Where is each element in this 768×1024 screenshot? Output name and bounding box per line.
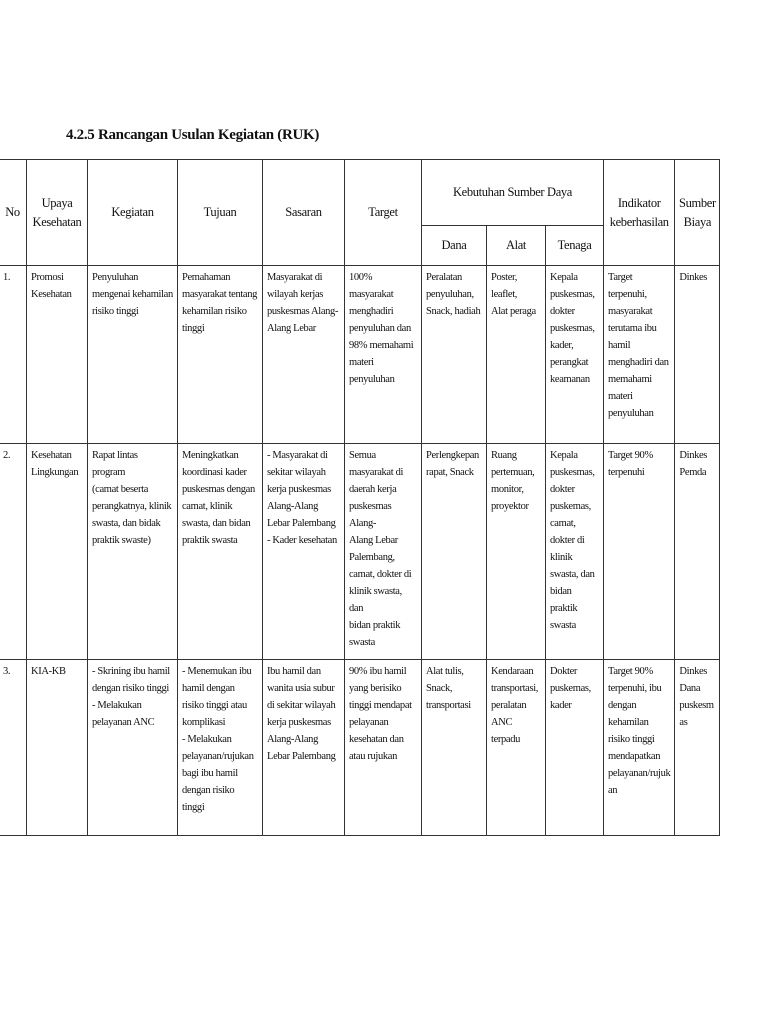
- cell-sumber: Dinkes Pemda: [675, 444, 720, 660]
- header-row: [0, 160, 720, 226]
- cell-kegiatan: - Skrining ibu hamil dengan risiko tinggi - Melakukan pelayanan ANC: [88, 660, 178, 836]
- table-row: [0, 660, 720, 836]
- cell-kegiatan: Penyuluhan mengenai kehamilan risiko tinggi: [88, 266, 178, 444]
- header-kebutuhan: Kebutuhan Sumber Daya: [422, 160, 604, 226]
- cell-tenaga: Dokter puskemas, kader: [546, 660, 604, 836]
- table-row: [0, 266, 720, 444]
- cell-no: 2.: [0, 444, 27, 660]
- page-title: 4.2.5 Rancangan Usulan Kegiatan (RUK): [66, 127, 320, 143]
- cell-no: 1.: [0, 266, 27, 444]
- cell-dana: Perlengkepan rapat, Snack: [422, 444, 487, 660]
- cell-target: Semua masyarakat di daerah kerja puskesmas Alang- Alang Lebar Palembang, camat, dokter di klinik swasta, dan bidan praktik swasta: [345, 444, 422, 660]
- cell-sasaran: Ibu hamil dan wanita usia subur di sekitar wilayah kerja puskesmas Alang-Alang Lebar Palembang: [263, 660, 345, 836]
- header-tenaga: Tenaga: [546, 226, 604, 266]
- header-no: No: [0, 160, 27, 266]
- header-alat: Alat: [487, 226, 546, 266]
- cell-alat: Ruang pertemuan, monitor, proyektor: [487, 444, 546, 660]
- cell-tujuan: Pemahaman masyarakat tentang kehamilan risiko tinggi: [178, 266, 263, 444]
- header-dana: Dana: [422, 226, 487, 266]
- cell-upaya: Kesehatan Lingkungan: [27, 444, 88, 660]
- cell-kegiatan: Rapat lintas program (camat beserta perangkatnya, klinik swasta, dan bidak praktik swaste): [88, 444, 178, 660]
- cell-sasaran: Masyarakat di wilayah kerjas puskesmas Alang- Alang Lebar: [263, 266, 345, 444]
- cell-dana: Alat tulis, Snack, transportasi: [422, 660, 487, 836]
- cell-dana: Peralatan penyuluhan, Snack, hadiah: [422, 266, 487, 444]
- cell-tujuan: Meningkatkan koordinasi kader puskesmas dengan camat, klinik swasta, dan bidan praktik swasta: [178, 444, 263, 660]
- cell-target: 90% ibu hamil yang berisiko tinggi mendapat pelayanan kesehatan dan atau rujukan: [345, 660, 422, 836]
- header-tujuan: Tujuan: [178, 160, 263, 266]
- header-target: Target: [345, 160, 422, 266]
- cell-alat: Kendaraan transportasi, peralatan ANC terpadu: [487, 660, 546, 836]
- cell-tenaga: Kepala puskesmas, dokter puskemas, camat, dokter di klinik swasta, dan bidan praktik swasta: [546, 444, 604, 660]
- cell-sumber: Dinkes Dana puskesm as: [675, 660, 720, 836]
- cell-sasaran: - Masyarakat di sekitar wilayah kerja puskesmas Alang-Alang Lebar Palembang - Kader kesehatan: [263, 444, 345, 660]
- header-indikator: Indikator keberhasilan: [604, 160, 675, 266]
- cell-target: 100% masyarakat menghadiri penyuluhan dan 98% memahami materi penyuluhan: [345, 266, 422, 444]
- cell-indikator: Target terpenuhi, masyarakat terutama ibu hamil menghadiri dan memahami materi penyuluhan: [604, 266, 675, 444]
- cell-indikator: Target 90% terpenuhi, ibu dengan kehamilan risiko tinggi mendapatkan pelayanan/rujuk an: [604, 660, 675, 836]
- table-row: [0, 444, 720, 660]
- header-upaya: Upaya Kesehatan: [27, 160, 88, 266]
- cell-tenaga: Kepala puskesmas, dokter puskesmas, kader, perangkat keamanan: [546, 266, 604, 444]
- cell-upaya: Promosi Kesehatan: [27, 266, 88, 444]
- header-sumber: Sumber Biaya: [675, 160, 720, 266]
- cell-no: 3.: [0, 660, 27, 836]
- cell-tujuan: - Menemukan ibu hamil dengan risiko tinggi atau komplikasi - Melakukan pelayanan/rujukan bagi ibu hamil dengan risiko tinggi: [178, 660, 263, 836]
- cell-indikator: Target 90% terpenuhi: [604, 444, 675, 660]
- header-kegiatan: Kegiatan: [88, 160, 178, 266]
- ruk-table: [0, 159, 720, 836]
- cell-alat: Poster, leaflet, Alat peraga: [487, 266, 546, 444]
- cell-sumber: Dinkes: [675, 266, 720, 444]
- cell-upaya: KIA-KB: [27, 660, 88, 836]
- header-sasaran: Sasaran: [263, 160, 345, 266]
